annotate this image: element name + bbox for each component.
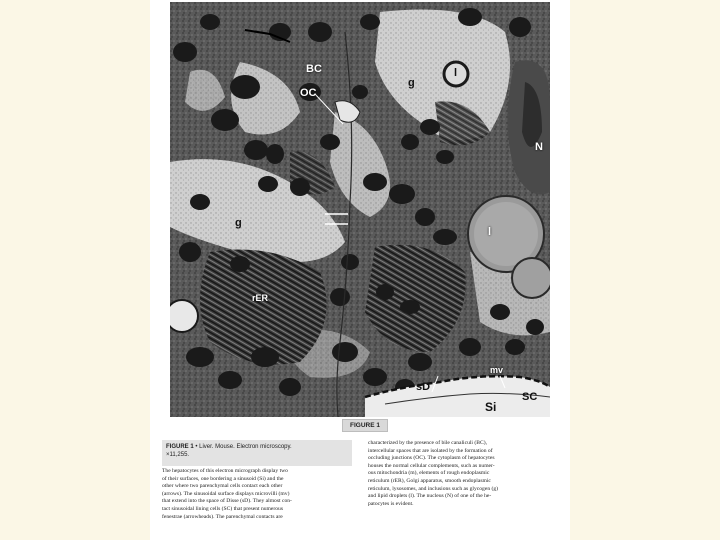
caption-title: FIGURE 1 bbox=[166, 444, 194, 450]
text-line: patocytes is evident. bbox=[368, 500, 414, 507]
text-line: The hepatocytes of this electron micrograph display two bbox=[162, 468, 288, 474]
text-line: of their surfaces, one bordering a sinusoid (Si) and the bbox=[162, 475, 284, 482]
text-line: tact sinusoidal lining cells (SC) that present numerous bbox=[162, 505, 284, 512]
text-line: houses the normal cellular complements, such as numer- bbox=[368, 462, 495, 469]
label-sinusoid: Si bbox=[485, 400, 497, 414]
label-lipid-right: l bbox=[488, 226, 492, 238]
electron-micrograph bbox=[170, 2, 550, 417]
text-line: reticulum, lysosomes, and inclusions such as glycogen (g) bbox=[368, 485, 499, 492]
text-line: (arrows). The sinusoidal surface displays microvilli (mv) bbox=[162, 490, 290, 497]
text-line: occluding junctions (OC). The cytoplasm of hepatocytes bbox=[368, 455, 495, 462]
micrograph-image bbox=[170, 2, 550, 417]
label-nucleus: N bbox=[535, 141, 543, 153]
right-margin bbox=[570, 0, 720, 540]
label-sinusoidal-cell: SC bbox=[522, 391, 538, 403]
text-line: reticulum (rER), Golgi apparatus, smooth endoplasmic bbox=[368, 477, 491, 484]
label-bc: BC bbox=[306, 63, 322, 75]
label-space-of-disse: sD bbox=[416, 381, 431, 393]
text-line: characterized by the presence of bile canaliculi (BC), bbox=[368, 440, 487, 446]
caption-bullet: • bbox=[195, 444, 198, 450]
body-text-right bbox=[368, 440, 558, 508]
caption-magnification: ×11,255. bbox=[166, 452, 190, 459]
text-line: and lipid droplets (l). The nucleus (N) of one of the he- bbox=[368, 493, 492, 500]
label-glycogen-top: g bbox=[408, 77, 415, 89]
caption-box bbox=[162, 440, 352, 466]
text-line: intercellular spaces that are isolated by the formation of bbox=[368, 447, 493, 454]
text-line: fenestrae (arrowheads). The parenchymal contacts are bbox=[162, 513, 283, 520]
left-margin bbox=[0, 0, 150, 540]
label-rer: rER bbox=[252, 293, 269, 303]
figure-tag: FIGURE 1 bbox=[342, 419, 388, 432]
label-lipid-top: l bbox=[454, 67, 458, 79]
text-line: other where two parenchymal cells contact each other bbox=[162, 483, 283, 490]
body-text-left bbox=[162, 468, 352, 521]
caption-subtitle: Liver. Mouse. Electron microscopy. bbox=[199, 444, 292, 450]
label-microvilli: mv bbox=[490, 365, 504, 375]
text-line: that extend into the space of Disse (sD). They almost con- bbox=[162, 498, 292, 505]
textbook-page bbox=[150, 0, 570, 540]
label-oc: OC bbox=[300, 87, 317, 99]
label-glycogen-left: g bbox=[235, 217, 242, 229]
text-line: ous mitochondria (m), elements of rough endoplasmic bbox=[368, 470, 490, 477]
